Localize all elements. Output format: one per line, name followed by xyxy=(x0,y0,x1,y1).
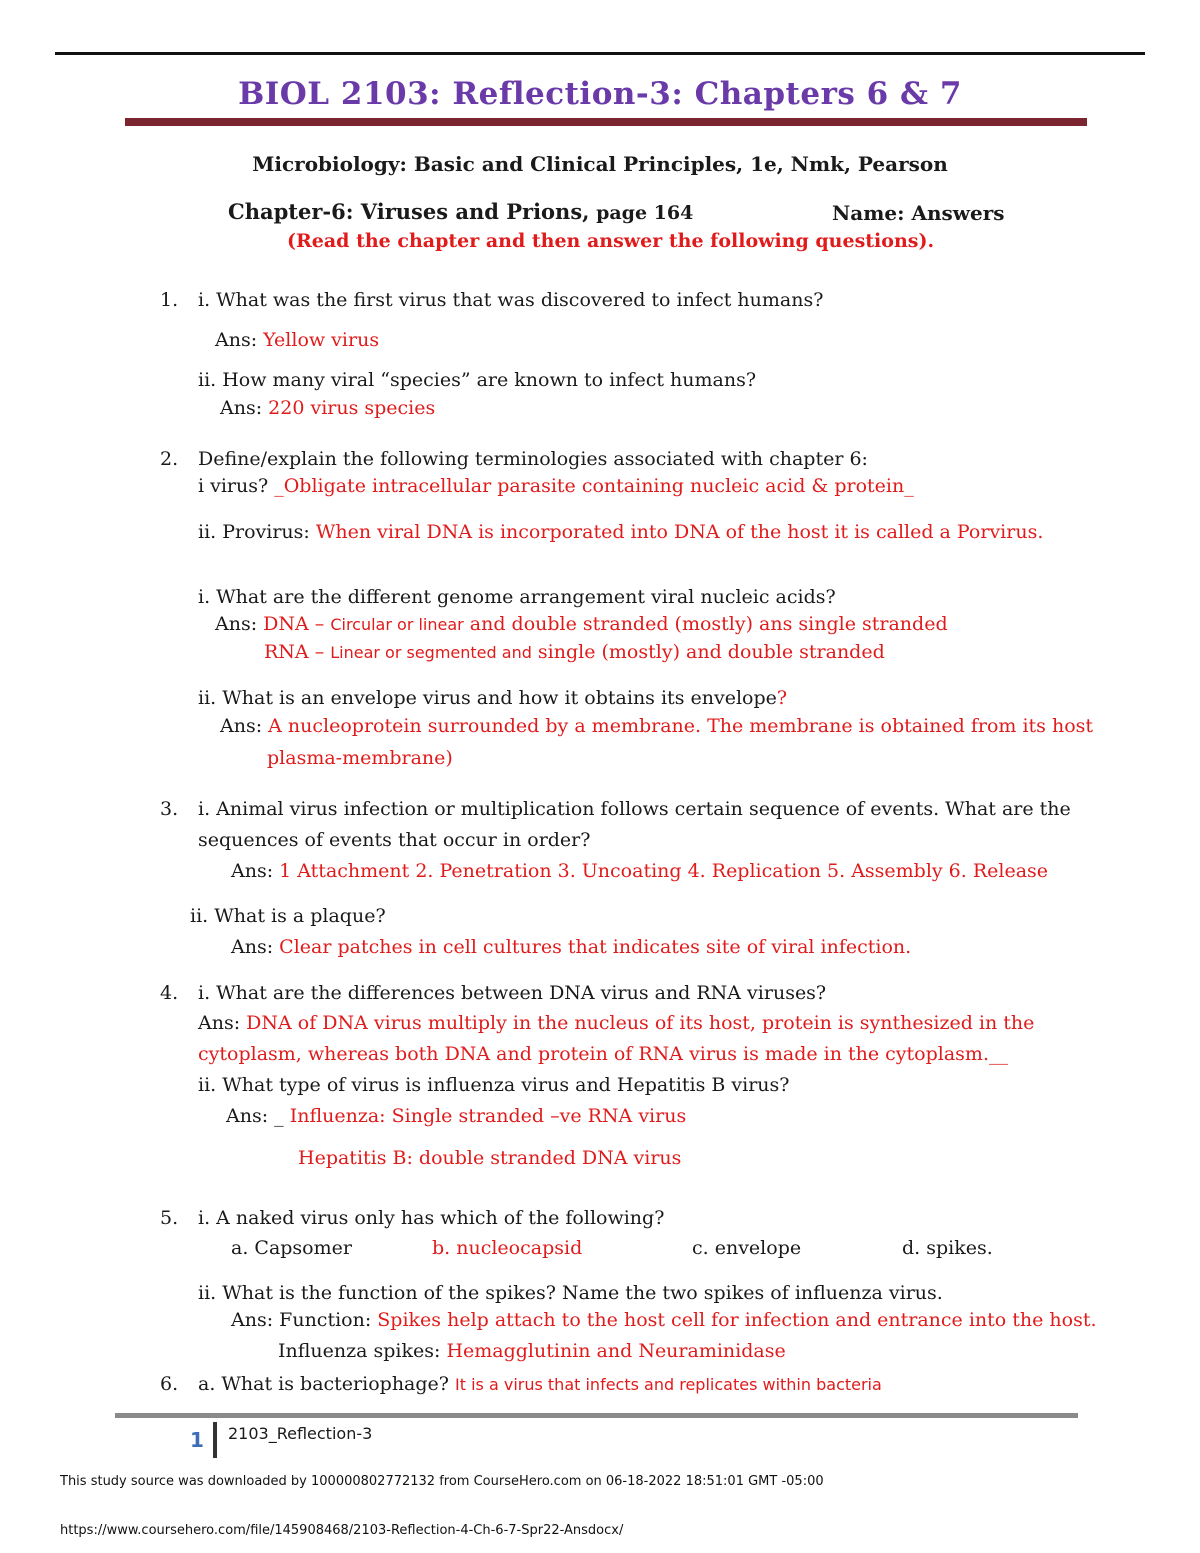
question-text: a. What is bacteriophage? xyxy=(198,1373,456,1395)
student-name: Name: Answers xyxy=(832,201,1005,225)
question-text: i. What are the different genome arrangement viral nucleic acids? xyxy=(198,586,836,608)
answer-text: and double stranded (mostly) ans single stranded xyxy=(463,613,948,635)
question-number: 1. xyxy=(160,289,179,311)
question-mark: ? xyxy=(776,687,788,709)
answer-text: Hepatitis B: double stranded DNA virus xyxy=(298,1147,682,1169)
question-number: 6. xyxy=(160,1373,179,1395)
question-number: 3. xyxy=(160,798,179,820)
option-b: b. nucleocapsid xyxy=(432,1237,583,1259)
answer-text: Hemagglutinin and Neuraminidase xyxy=(446,1340,786,1362)
question-text: i. A naked virus only has which of the following? xyxy=(198,1207,665,1229)
chapter-title: Chapter-6: Viruses and Prions, xyxy=(228,199,590,224)
answer-text: Influenza: Single stranded –ve RNA virus xyxy=(289,1105,687,1127)
answer-text: Circular or linear xyxy=(330,615,464,634)
answer-line xyxy=(215,330,379,352)
answer-label: Ans: xyxy=(215,613,264,635)
answer-label: Ans: Function: xyxy=(231,1309,378,1331)
top-rule xyxy=(55,52,1145,55)
answer-line xyxy=(231,937,911,959)
answer-line xyxy=(231,1310,1097,1332)
question-text: ii. What is the function of the spikes? Name the two spikes of influenza virus. xyxy=(198,1282,943,1304)
term-label: i virus? xyxy=(198,475,275,497)
answer-line xyxy=(220,716,1093,738)
answer-label: Ans: _ xyxy=(226,1105,290,1127)
answer-text: It is a virus that infects and replicates within bacteria xyxy=(455,1375,882,1394)
page-ref: page 164 xyxy=(589,202,694,224)
answer-text: Yellow virus xyxy=(263,329,380,351)
footer-doc-name: 2103_Reflection-3 xyxy=(228,1424,373,1443)
question-number: 4. xyxy=(160,982,179,1004)
option-a: a. Capsomer xyxy=(231,1237,352,1259)
question-text: Define/explain the following terminologies associated with chapter 6: xyxy=(198,448,868,470)
answer-text: DNA of DNA virus multiply in the nucleus of its host, protein is synthesized in the xyxy=(246,1012,1035,1034)
document-subtitle: Microbiology: Basic and Clinical Principles, 1e, Nmk, Pearson xyxy=(252,152,948,176)
question-text: sequences of events that occur in order? xyxy=(198,829,591,851)
chapter-heading xyxy=(228,200,693,225)
page-number-divider xyxy=(213,1422,217,1458)
source-url[interactable]: https://www.coursehero.com/file/145908468/2103-Reflection-4-Ch-6-7-Spr22-Ansdocx/ xyxy=(60,1523,624,1538)
question-text: ii. How many viral “species” are known to infect humans? xyxy=(198,369,757,391)
answer-line xyxy=(215,614,948,636)
option-d: d. spikes. xyxy=(902,1237,993,1259)
answer-label: Ans: xyxy=(198,1012,247,1034)
footer-rule xyxy=(115,1413,1078,1418)
answer-line xyxy=(226,1106,686,1128)
question-text: i. What was the first virus that was discovered to infect humans? xyxy=(198,289,824,311)
answer-text: Linear or segmented and xyxy=(330,643,532,662)
title-rule xyxy=(125,118,1087,126)
answer-label: Ans: xyxy=(215,329,264,351)
instruction: (Read the chapter and then answer the following questions). xyxy=(287,230,935,252)
answer-text: Clear patches in cell cultures that indicates site of viral infection. xyxy=(279,936,912,958)
page-number: 1 xyxy=(190,1428,204,1452)
answer-text: 220 virus species xyxy=(268,397,436,419)
answer-text: 1 Attachment 2. Penetration 3. Uncoating 4. Replication 5. Assembly 6. Release xyxy=(279,860,1049,882)
answer-line xyxy=(231,861,1048,883)
study-source-note: This study source was downloaded by 100000802772132 from CourseHero.com on 06-18-2022 18:51:01 GMT -05:00 xyxy=(60,1474,824,1489)
question-text: i. Animal virus infection or multiplication follows certain sequence of events. What are the xyxy=(198,798,1071,820)
answer-line xyxy=(198,476,914,498)
question-number: 5. xyxy=(160,1207,179,1229)
question-number: 2. xyxy=(160,448,179,470)
question-text xyxy=(198,688,787,710)
answer-text: _Obligate intracellular parasite containing nucleic acid & protein_ xyxy=(274,475,914,497)
option-c: c. envelope xyxy=(692,1237,802,1259)
answer-label: Ans: xyxy=(220,397,269,419)
document-title: BIOL 2103: Reflection-3: Chapters 6 & 7 xyxy=(238,76,962,112)
answer-text: When viral DNA is incorporated into DNA of the host it is called a Porvirus. xyxy=(315,521,1044,543)
term-label: ii. Provirus: xyxy=(198,521,316,543)
answer-label: Ans: xyxy=(231,860,280,882)
answer-line xyxy=(220,398,435,420)
answer-label: Influenza spikes: xyxy=(278,1340,447,1362)
answer-text: A nucleoprotein surrounded by a membrane. The membrane is obtained from its host xyxy=(268,715,1094,737)
answer-text: RNA – xyxy=(264,641,331,663)
answer-text: plasma-membrane) xyxy=(267,747,453,769)
question-text: i. What are the differences between DNA virus and RNA viruses? xyxy=(198,982,827,1004)
question-text: ii. What is a plaque? xyxy=(190,905,386,927)
answer-line xyxy=(198,1374,882,1396)
answer-line xyxy=(264,642,885,664)
answer-line xyxy=(278,1341,786,1363)
answer-text: single (mostly) and double stranded xyxy=(531,641,885,663)
answer-text: cytoplasm, whereas both DNA and protein of RNA virus is made in the cytoplasm.__ xyxy=(198,1043,1008,1065)
question-text: ii. What type of virus is influenza virus and Hepatitis B virus? xyxy=(198,1074,790,1096)
question-text-main: ii. What is an envelope virus and how it obtains its envelope xyxy=(198,687,777,709)
answer-text: Spikes help attach to the host cell for infection and entrance into the host. xyxy=(377,1309,1097,1331)
answer-label: Ans: xyxy=(231,936,280,958)
answer-line xyxy=(198,522,1043,544)
answer-line xyxy=(198,1013,1034,1035)
answer-text: DNA – xyxy=(263,613,331,635)
answer-label: Ans: xyxy=(220,715,269,737)
